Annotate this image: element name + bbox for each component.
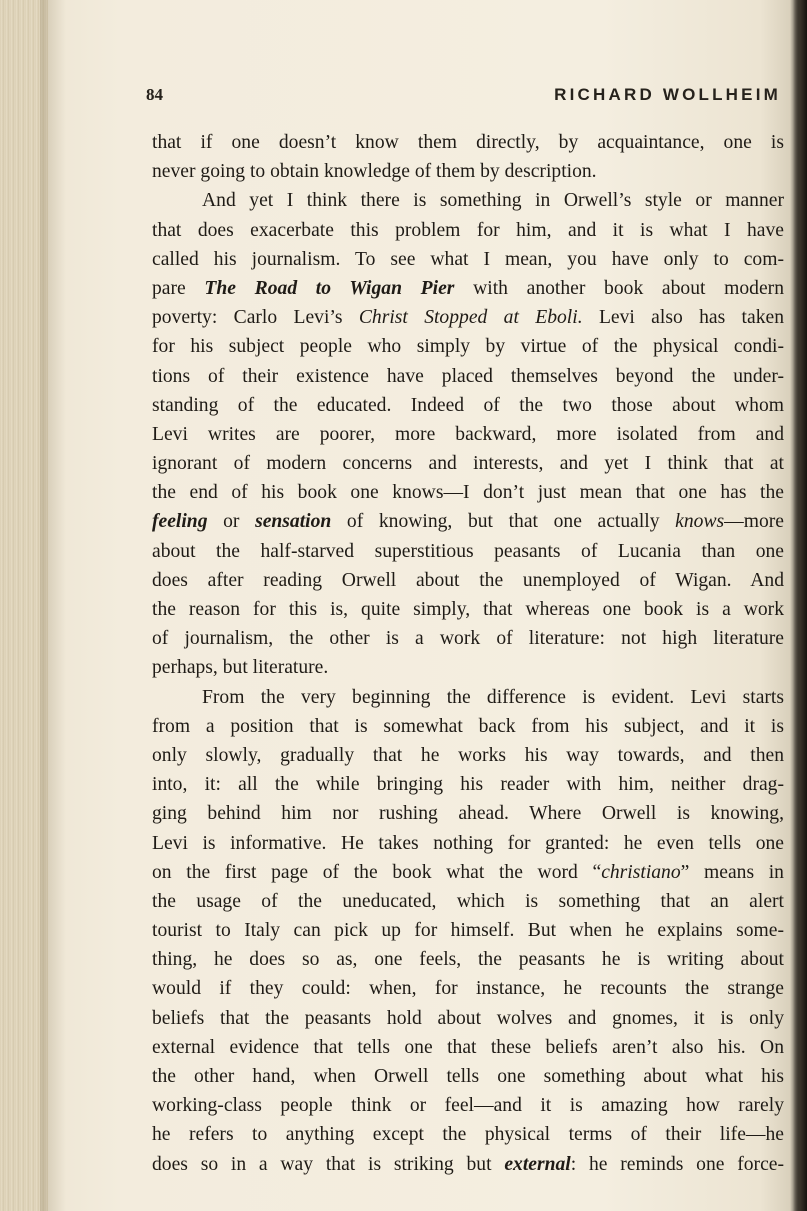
text-segment: the other hand, when Orwell tells one something about what his bbox=[152, 1066, 784, 1087]
text-segment: called his journalism. To see what I mean, you have only to com- bbox=[152, 248, 784, 270]
text-segment: of knowing, but that one actually bbox=[331, 511, 676, 533]
text-segment: Levi writes are poorer, more backward, more isolated from and bbox=[152, 423, 784, 445]
text-segment: external evidence that tells one that these beliefs aren’t also his. On bbox=[152, 1036, 784, 1058]
text-line bbox=[152, 157, 784, 186]
text-segment: the end of his book one knows—I don’t just mean that one has the bbox=[152, 482, 784, 504]
text-line bbox=[152, 332, 784, 361]
text-line bbox=[152, 1150, 784, 1179]
text-segment: standing of the educated. Indeed of the two those about whom bbox=[152, 394, 784, 416]
text-line bbox=[152, 741, 784, 770]
text-line bbox=[152, 887, 784, 916]
text-line bbox=[152, 1120, 784, 1149]
text-line bbox=[152, 770, 784, 799]
text-segment: From the very beginning the difference is evident. Levi starts bbox=[202, 686, 784, 708]
text-segment: he refers to anything except the physical terms of their life—he bbox=[152, 1124, 784, 1146]
text-line bbox=[152, 974, 784, 1003]
page-number: 84 bbox=[146, 85, 163, 104]
text-segment: tions of their existence have placed themselves beyond the under- bbox=[152, 365, 784, 387]
text-segment: of journalism, the other is a work of literature: not high literature bbox=[152, 628, 784, 650]
page-edge-shadow bbox=[793, 0, 807, 1211]
text-segment: would if they could: when, for instance, he recounts the strange bbox=[152, 978, 784, 1000]
text-line bbox=[152, 595, 784, 624]
text-line bbox=[152, 274, 784, 303]
text-segment: Levi is informative. He takes nothing for granted: he even tells one bbox=[152, 832, 784, 854]
text-line bbox=[152, 391, 784, 420]
text-segment: perhaps, but literature. bbox=[152, 657, 329, 679]
text-segment: the usage of the uneducated, which is something that an alert bbox=[152, 890, 784, 912]
text-segment: beliefs that the peasants hold about wolves and gnomes, it is only bbox=[152, 1007, 784, 1029]
text-line bbox=[152, 858, 784, 887]
text-segment: Levi also has taken bbox=[582, 307, 784, 329]
text-segment: working-class people think or feel—and it is amazing how rarely bbox=[152, 1095, 784, 1117]
text-segment: —more bbox=[724, 511, 784, 533]
text-segment: ging behind him nor rushing ahead. Where Orwell is knowing, bbox=[152, 803, 784, 825]
text-segment: tourist to Italy can pick up for himself. But when he explains some- bbox=[152, 920, 784, 942]
text-segment: from a position that is somewhat back from his subject, and it is bbox=[152, 715, 784, 737]
text-segment: pare bbox=[152, 277, 205, 299]
text-segment: or bbox=[207, 511, 256, 533]
italic-text: knows bbox=[675, 511, 725, 533]
text-line bbox=[152, 1004, 784, 1033]
gutter-shadow bbox=[40, 0, 66, 1211]
text-line bbox=[152, 683, 784, 712]
text-segment: that does exacerbate this problem for him, and it is what I have bbox=[152, 219, 784, 241]
text-line bbox=[152, 712, 784, 741]
text-line bbox=[152, 362, 784, 391]
text-segment: that if one doesn’t know them directly, by acquaintance, one is bbox=[152, 132, 784, 153]
text-line bbox=[152, 507, 784, 536]
text-line bbox=[152, 186, 784, 215]
text-line bbox=[152, 566, 784, 595]
text-segment: ignorant of modern concerns and interests, and yet I think that at bbox=[152, 453, 784, 475]
italic-text: external bbox=[504, 1153, 571, 1175]
text-segment: with another book about modern bbox=[454, 277, 784, 299]
text-line bbox=[152, 449, 784, 478]
text-segment: And yet I think there is something in Orwell’s style or manner bbox=[202, 190, 784, 212]
italic-text: The Road to Wigan Pier bbox=[204, 277, 455, 299]
text-line bbox=[152, 245, 784, 274]
text-segment: ” means in bbox=[680, 861, 784, 883]
italic-text: feeling bbox=[152, 511, 208, 533]
text-line bbox=[152, 945, 784, 974]
text-line bbox=[152, 478, 784, 507]
text-line bbox=[152, 1091, 784, 1120]
text-segment: : he reminds one force- bbox=[570, 1153, 784, 1175]
text-line bbox=[152, 128, 784, 157]
italic-text: Christ Stopped at Eboli. bbox=[358, 307, 583, 329]
text-segment: never going to obtain knowledge of them by description. bbox=[152, 161, 597, 183]
text-line bbox=[152, 303, 784, 332]
text-segment: for his subject people who simply by virtue of the physical condi- bbox=[152, 336, 784, 358]
text-line bbox=[152, 916, 784, 945]
italic-text: christiano bbox=[601, 861, 681, 883]
text-line bbox=[152, 829, 784, 858]
text-line bbox=[152, 1033, 784, 1062]
text-segment: only slowly, gradually that he works his way towards, and then bbox=[152, 744, 784, 766]
text-line bbox=[152, 537, 784, 566]
text-segment: thing, he does so as, one feels, the peasants he is writing about bbox=[152, 949, 784, 971]
text-segment: the reason for this is, quite simply, that whereas one book is a work bbox=[152, 599, 784, 620]
text-line bbox=[152, 653, 784, 682]
text-segment: poverty: Carlo Levi’s bbox=[152, 307, 359, 329]
text-segment: on the first page of the book what the word “ bbox=[152, 861, 602, 883]
text-segment: about the half-starved superstitious peasants of Lucania than one bbox=[152, 540, 784, 562]
text-line bbox=[152, 420, 784, 449]
text-line bbox=[152, 799, 784, 828]
body-text bbox=[152, 128, 784, 1179]
text-line bbox=[152, 216, 784, 245]
text-segment: into, it: all the while bringing his reader with him, neither drag- bbox=[152, 774, 784, 796]
text-line bbox=[152, 624, 784, 653]
text-line bbox=[152, 1062, 784, 1091]
running-head: RICHARD WOLLHEIM bbox=[554, 85, 781, 104]
italic-text: sensation bbox=[255, 511, 332, 533]
text-segment: does so in a way that is striking but bbox=[152, 1153, 505, 1175]
text-segment: does after reading Orwell about the unemployed of Wigan. And bbox=[152, 569, 784, 591]
